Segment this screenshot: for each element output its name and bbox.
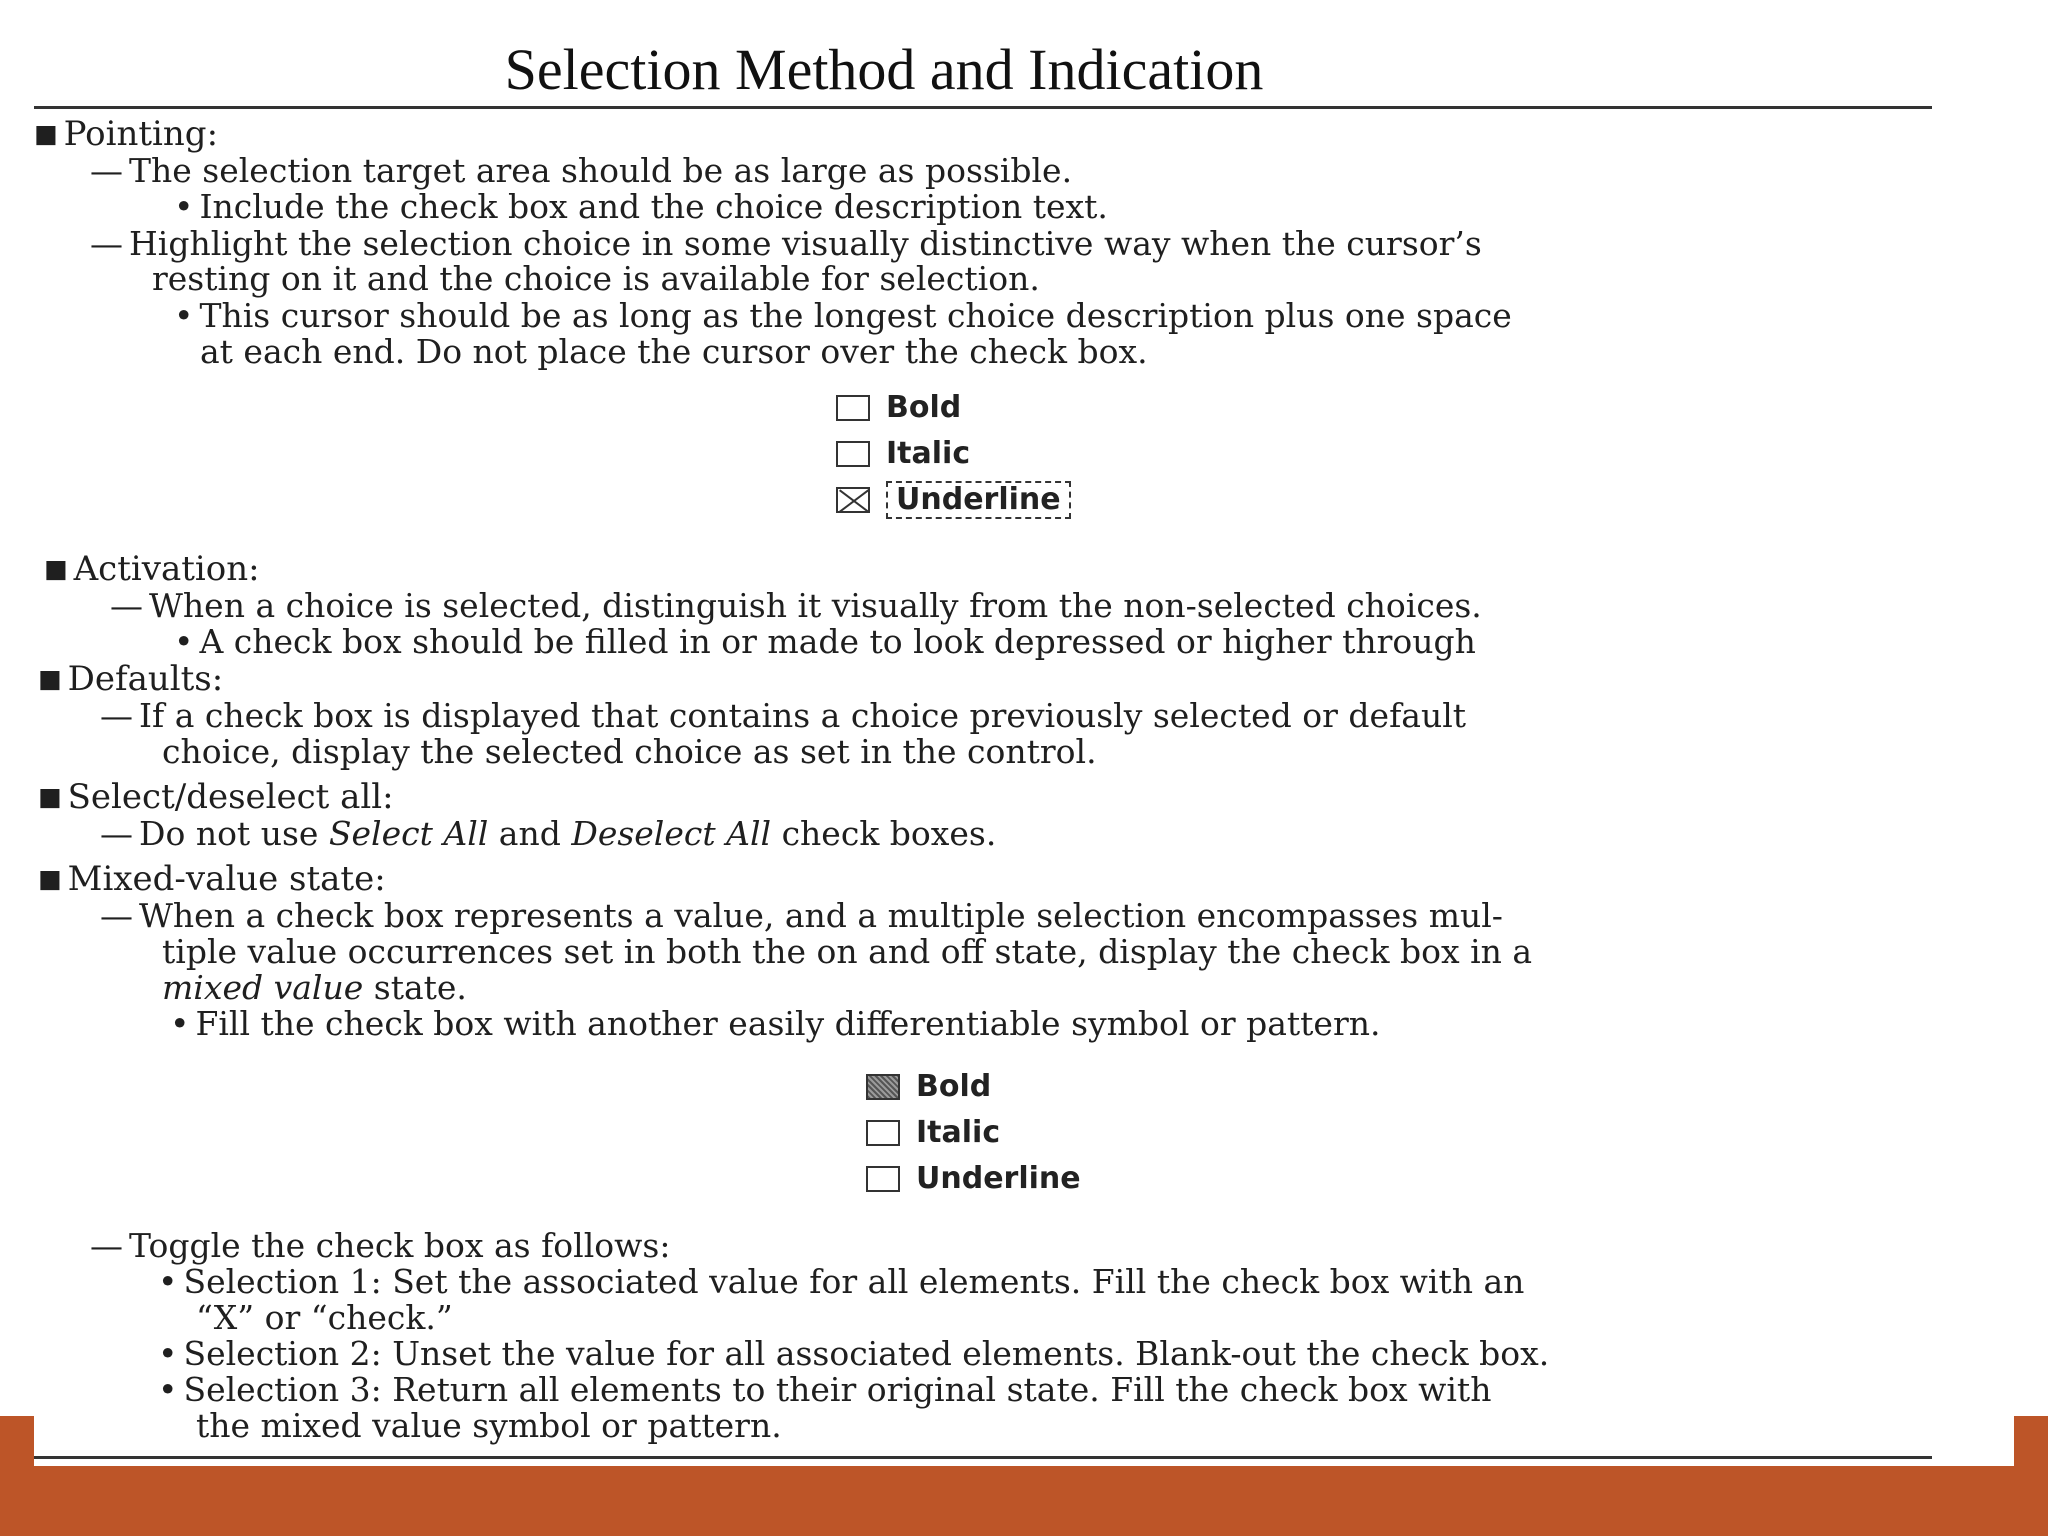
footer-accent-left <box>0 1416 34 1466</box>
toggle-intro: — Toggle the check box as follows: <box>90 1226 671 1265</box>
bullet-icon: • <box>174 187 194 226</box>
mixed-item-1: — When a check box represents a value, and a multiple selection encompasses mul- <box>100 896 1503 935</box>
mixed-item-1-cont-2: mixed value state. <box>162 968 467 1007</box>
bullet-icon: • <box>174 296 194 335</box>
dash-icon: — <box>90 224 123 263</box>
checkbox-option-bold[interactable]: Bold <box>836 389 1071 427</box>
pointing-heading <box>34 115 218 153</box>
activation-item-1-bullet: • A check box should be filled in or made to look depressed or higher through <box>174 622 1476 661</box>
footer-accent-right <box>2014 1416 2048 1466</box>
defaults-item-1-cont: choice, display the selected choice as set in the control. <box>162 732 1097 771</box>
checkbox-option-italic[interactable]: Italic <box>866 1114 1081 1152</box>
checkbox-option-bold[interactable]: Bold <box>866 1068 1081 1106</box>
pointing-item-1-bullet: • Include the check box and the choice description text. <box>174 187 1108 226</box>
bullet-icon: • <box>174 622 194 661</box>
bottom-divider <box>34 1456 1932 1459</box>
checkbox-option-underline[interactable] <box>836 481 1071 519</box>
dash-icon: — <box>110 586 143 625</box>
defaults-heading: ■ Defaults: <box>38 659 224 699</box>
activation-item-1: — When a choice is selected, distinguish it visually from the non-selected choices. <box>110 586 1482 625</box>
mixed-checkbox-example <box>866 1068 1081 1206</box>
pointing-item-1: — The selection target area should be as large as possible. <box>90 151 1073 190</box>
pointing-item-2-cont: resting on it and the choice is available for selection. <box>152 259 1040 298</box>
section-bullet-icon: ■ <box>44 554 68 583</box>
dash-icon: — <box>90 151 123 190</box>
bullet-icon: • <box>170 1004 190 1043</box>
checkbox-icon[interactable] <box>836 441 870 467</box>
activation-heading: ■ Activation: <box>44 549 260 589</box>
dash-icon: — <box>100 896 133 935</box>
section-bullet-icon: ■ <box>38 864 62 893</box>
toggle-item-1-cont: “X” or “check.” <box>196 1298 453 1337</box>
bullet-icon: • <box>158 1262 178 1301</box>
select-all-heading: ■ Select/deselect all: <box>38 777 394 817</box>
select-all-item-1: — Do not use Select All and Deselect All check boxes. <box>100 814 997 853</box>
pointing-checkbox-example <box>836 389 1071 527</box>
mixed-checkbox-icon[interactable] <box>866 1074 900 1100</box>
checkbox-icon[interactable] <box>866 1120 900 1146</box>
mixed-value-heading: ■ Mixed-value state: <box>38 859 386 899</box>
focus-cursor: Underline <box>886 481 1071 519</box>
bullet-icon: • <box>158 1334 178 1373</box>
toggle-item-2: • Selection 2: Unset the value for all associated elements. Blank-out the check box. <box>158 1334 1550 1373</box>
section-bullet-icon: ■ <box>38 664 62 693</box>
section-bullet-icon: ■ <box>38 782 62 811</box>
checkbox-option-italic[interactable]: Italic <box>836 435 1071 473</box>
checkbox-icon[interactable] <box>836 395 870 421</box>
pointing-item-2: — Highlight the selection choice in some visually distinctive way when the cursor’s <box>90 224 1482 263</box>
toggle-item-3-cont: the mixed value symbol or pattern. <box>196 1406 782 1445</box>
mixed-item-1-cont-1: tiple value occurrences set in both the on and off state, display the check box in a <box>162 932 1533 971</box>
checkbox-icon[interactable] <box>866 1166 900 1192</box>
checked-checkbox-icon[interactable] <box>836 487 870 513</box>
dash-icon: — <box>90 1226 123 1265</box>
footer-band <box>0 1466 2048 1536</box>
toggle-item-1: • Selection 1: Set the associated value for all elements. Fill the check box with an <box>158 1262 1525 1301</box>
pointing-heading-text: Pointing: <box>63 114 219 154</box>
top-divider <box>34 106 1932 109</box>
dash-icon: — <box>100 814 133 853</box>
bullet-icon: • <box>158 1370 178 1409</box>
section-bullet-icon: ■ <box>34 119 58 148</box>
toggle-item-3: • Selection 3: Return all elements to their original state. Fill the check box with <box>158 1370 1492 1409</box>
dash-icon: — <box>100 696 133 735</box>
checkbox-option-underline[interactable]: Underline <box>866 1160 1081 1198</box>
pointing-item-2-bullet: • This cursor should be as long as the longest choice description plus one space <box>174 296 1512 335</box>
defaults-item-1: — If a check box is displayed that contains a choice previously selected or default <box>100 696 1467 735</box>
slide-title: Selection Method and Indication <box>504 37 1264 102</box>
pointing-item-2-bullet-cont: at each end. Do not place the cursor over the check box. <box>200 332 1148 371</box>
mixed-item-1-bullet: • Fill the check box with another easily differentiable symbol or pattern. <box>170 1004 1381 1043</box>
